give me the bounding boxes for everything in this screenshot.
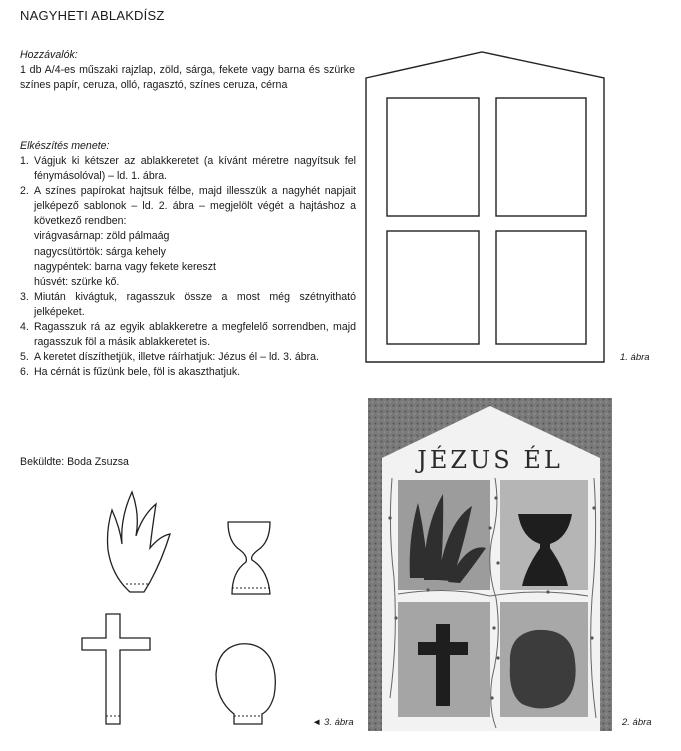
- ingredients-heading: Hozzávalók:: [20, 49, 78, 61]
- stone-icon: [510, 630, 576, 709]
- step-number: 5.: [20, 351, 29, 364]
- step-text: Miután kivágtuk, ragasszuk össze a most még szétnyitható jelképeket.: [34, 290, 356, 318]
- method-heading: Elkészítés menete:: [20, 140, 110, 152]
- palm-template-icon: [108, 492, 171, 592]
- window-pane: [387, 231, 479, 344]
- step-text: Vágjuk ki kétszer az ablakkeretet (a kívánt méretre nagyítsuk fel fénymásolóval) – ld. 1. ábra.: [34, 155, 356, 183]
- day-list: [34, 229, 356, 289]
- stone-template-icon: [216, 644, 275, 724]
- fig1-caption: 1. ábra: [620, 352, 650, 363]
- window-frame-figure: [360, 48, 610, 366]
- decorated-window-photo: [368, 398, 612, 731]
- day-item: húsvét: szürke kő.: [34, 275, 120, 288]
- day-item: nagycsütörtök: sárga kehely: [34, 245, 166, 258]
- decoration-text: JÉZUS ÉL: [417, 446, 563, 474]
- step-number: 4.: [20, 321, 29, 334]
- fig3-caption: ◄ 3. ábra: [312, 717, 354, 728]
- step-5: [20, 350, 356, 365]
- step-number: 3.: [20, 290, 29, 303]
- credit: Beküldte: Boda Zsuzsa: [20, 456, 129, 468]
- fig2-caption: 2. ábra: [622, 717, 652, 728]
- day-item: nagypéntek: barna vagy fekete kereszt: [34, 260, 216, 273]
- step-6: [20, 365, 356, 380]
- step-text: Ha cérnát is fűzünk bele, föl is akaszthatjuk.: [34, 366, 241, 379]
- step-text: Ragasszuk rá az egyik ablakkeretre a megfelelő sorrendben, majd ragasszuk föl a másik ablakkeretet is.: [34, 321, 356, 349]
- step-number: 6.: [20, 366, 29, 379]
- ingredients-text: 1 db A/4-es műszaki rajzlap, zöld, sárga, fekete vagy barna és szürke színes papír, ceruza, olló, ragasztó, színes ceruza, cérna: [20, 64, 355, 92]
- chalice-template-icon: [228, 522, 270, 594]
- step-4: [20, 320, 356, 350]
- step-3: [20, 290, 356, 320]
- templates-figure: [70, 478, 310, 738]
- step-2: [20, 184, 356, 290]
- day-item: virágvasárnap: zöld pálmaág: [34, 230, 170, 243]
- step-number: 2.: [20, 185, 29, 198]
- step-text: A keretet díszíthetjük, illetve ráírhatjuk: Jézus él – ld. 3. ábra.: [34, 351, 319, 364]
- method-steps: [20, 154, 356, 380]
- step-1: [20, 154, 356, 184]
- cross-template-icon: [82, 614, 150, 724]
- page-title: NAGYHETI ABLAKDÍSZ: [20, 8, 165, 23]
- step-text: A színes papírokat hajtsuk félbe, majd illesszük a nagyhét napjait jelképező sablonok – ld. 2. ábra – megjelölt végét a hajtáshoz a következő rendben:: [34, 185, 356, 228]
- step-number: 1.: [20, 155, 29, 167]
- window-pane: [496, 231, 586, 344]
- window-pane: [387, 98, 479, 216]
- window-pane: [496, 98, 586, 216]
